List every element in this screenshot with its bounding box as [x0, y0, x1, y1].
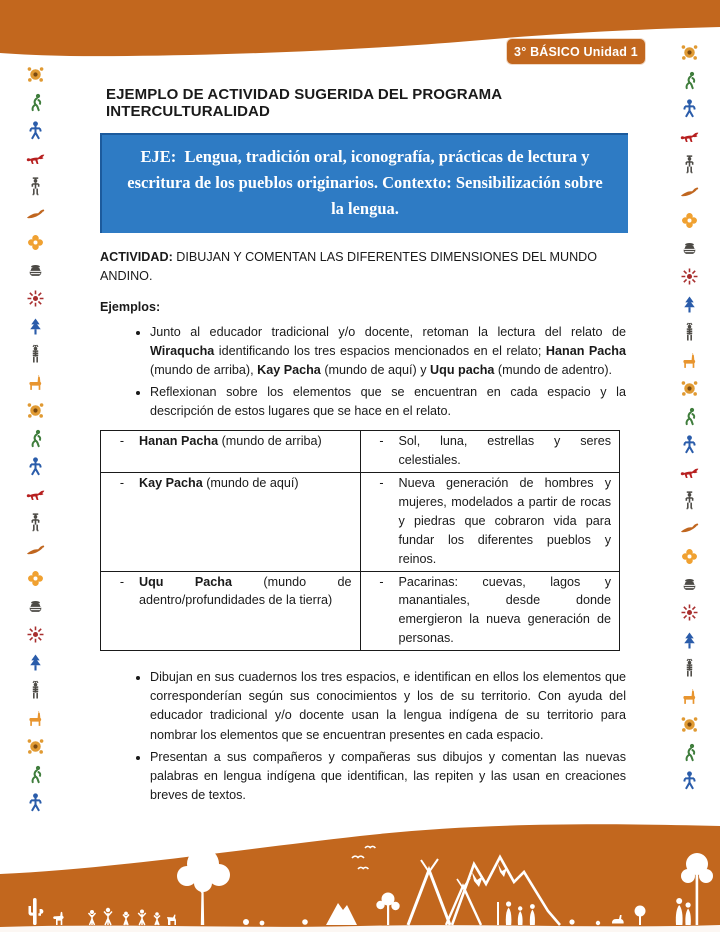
table-cell-world: [101, 571, 361, 651]
world-name: Kay Pacha: [139, 476, 203, 491]
flower-icon: [679, 546, 700, 567]
figure-icon: [25, 120, 46, 141]
flower-icon: [25, 232, 46, 253]
bullet-text: (mundo de aquí) y: [320, 362, 431, 377]
dash-marker: -: [379, 574, 384, 589]
flower-icon: [679, 210, 700, 231]
star-icon: [679, 266, 700, 287]
left-icon-border: [17, 64, 53, 813]
llama-icon: [679, 350, 700, 371]
dash-marker: -: [119, 476, 125, 491]
bullet-item: [150, 748, 628, 805]
bullet-text: Presentan a sus compañeros y compañeras sus dibujos y comentan las nuevas palabras en lengua indígena que identifican, las repiten y las usan en creaciones breves de textos.: [150, 749, 626, 802]
llama-icon: [25, 372, 46, 393]
world-desc: (mundo de adentro/profundidades de la tierra): [139, 574, 352, 608]
dancer-icon: [25, 764, 46, 785]
tree-icon: [25, 652, 46, 673]
dancer-icon: [679, 742, 700, 763]
bullet-item: [150, 323, 628, 380]
fox-icon: [679, 462, 700, 483]
table-cell-elements: [360, 431, 620, 473]
examples-bullet-list-top: [100, 323, 628, 422]
bullet-text-bold: Uqu pacha: [430, 362, 495, 377]
bullet-text: (mundo de arriba),: [150, 362, 258, 377]
vessel-icon: [679, 238, 700, 259]
elements-text: Nueva generación de hombres y mujeres, modelados a partir de rocas y piedras que cobraron vida para fundar los diferentes pueblos y reinos.: [398, 476, 611, 566]
unit-badge-label: 3° BÁSICO Unidad 1: [514, 44, 638, 59]
chief-icon: [25, 680, 46, 701]
star-icon: [679, 602, 700, 623]
examples-label: Ejemplos:: [100, 300, 161, 315]
figure-icon: [679, 770, 700, 791]
vessel-icon: [25, 260, 46, 281]
bullet-text: identificando los tres espacios mencionados en el relato;: [214, 343, 546, 358]
person-icon: [679, 154, 700, 175]
unit-badge: [506, 38, 646, 65]
bullet-text: Junto al educador tradicional y/o docente, retoman la lectura del relato de: [150, 324, 626, 339]
elements-text: Sol, luna, estrellas y seres celestiales.: [398, 434, 611, 468]
bottom-landscape-illustration: [0, 812, 720, 932]
tree-icon: [679, 630, 700, 651]
condor-icon: [679, 518, 700, 539]
figure-icon: [679, 98, 700, 119]
fox-icon: [25, 484, 46, 505]
activity-line: [100, 248, 628, 286]
vessel-icon: [25, 596, 46, 617]
page-title: EJEMPLO DE ACTIVIDAD SUGERIDA DEL PROGRAMA INTERCULTURALIDAD: [106, 86, 502, 120]
dash-marker: -: [119, 434, 125, 449]
fox-icon: [679, 126, 700, 147]
bullet-item: [150, 668, 628, 745]
vessel-icon: [679, 574, 700, 595]
fox-icon: [25, 148, 46, 169]
sun-motif-icon: [679, 378, 700, 399]
table-cell-elements: [360, 473, 620, 571]
bullet-text: Reflexionan sobre los elementos que se encuentran en cada espacio y la descripción de estos lugares que se hace en el relato.: [150, 385, 626, 419]
bullet-text-bold: Kay Pacha: [257, 362, 321, 377]
dancer-icon: [25, 428, 46, 449]
llama-icon: [25, 708, 46, 729]
bullet-item: [150, 383, 628, 421]
world-name: Hanan Pacha: [139, 434, 219, 449]
activity-label: ACTIVIDAD:: [100, 250, 173, 265]
table-row: [101, 431, 620, 473]
table-row: [101, 473, 620, 571]
dancer-icon: [679, 70, 700, 91]
figure-icon: [25, 792, 46, 813]
table-row: [101, 571, 620, 651]
elements-text: Pacarinas: cuevas, lagos y manantiales, desde donde emergieron la nueva generación de personas.: [398, 574, 611, 646]
tree-icon: [679, 294, 700, 315]
document-content: [100, 86, 628, 811]
bullet-text: (mundo de adentro).: [494, 362, 613, 377]
star-icon: [25, 288, 46, 309]
llama-icon: [679, 686, 700, 707]
pacha-worlds-table: [100, 430, 620, 651]
bullet-text-bold: Hanan Pacha: [545, 343, 627, 358]
table-cell-world: [101, 431, 361, 473]
sun-motif-icon: [25, 400, 46, 421]
condor-icon: [679, 182, 700, 203]
person-icon: [25, 176, 46, 197]
person-icon: [25, 512, 46, 533]
eje-banner-text: EJE: Lengua, tradición oral, iconografía, prácticas de lectura y escritura de los pueblos originarios. Contexto: Sensibilización sobre la lengua.: [127, 147, 603, 219]
dash-marker: -: [119, 574, 125, 589]
sun-motif-icon: [679, 714, 700, 735]
world-desc: (mundo de arriba): [218, 434, 322, 449]
examples-bullet-list-bottom: [100, 668, 628, 805]
condor-icon: [25, 204, 46, 225]
eje-banner: [100, 133, 628, 233]
bullet-text-bold: Wiraqucha: [150, 343, 215, 358]
world-desc: (mundo de aquí): [202, 476, 299, 491]
figure-icon: [679, 434, 700, 455]
figure-icon: [25, 456, 46, 477]
tree-icon: [25, 316, 46, 337]
sun-motif-icon: [25, 64, 46, 85]
person-icon: [679, 490, 700, 511]
dash-marker: -: [379, 476, 384, 491]
condor-icon: [25, 540, 46, 561]
activity-text: DIBUJAN Y COMENTAN LAS DIFERENTES DIMENSIONES DEL MUNDO ANDINO.: [100, 250, 598, 284]
sun-motif-icon: [25, 736, 46, 757]
world-name: Uqu Pacha: [139, 574, 232, 589]
dancer-icon: [25, 92, 46, 113]
dancer-icon: [679, 406, 700, 427]
chief-icon: [25, 344, 46, 365]
right-icon-border: [671, 42, 707, 791]
bullet-text: Dibujan en sus cuadernos los tres espacios, e identifican en ellos los elementos que corresponderían según sus conocimientos y los de su territorio. Con ayuda del educador tradicional y/o docente usan la lengua indígena de su territorio para nombrar los elementos que se encuentran presentes en cada espacio.: [150, 670, 626, 742]
chief-icon: [679, 322, 700, 343]
star-icon: [25, 624, 46, 645]
table-cell-world: [101, 473, 361, 571]
dash-marker: -: [379, 434, 384, 449]
sun-motif-icon: [679, 42, 700, 63]
table-cell-elements: [360, 571, 620, 651]
flower-icon: [25, 568, 46, 589]
chief-icon: [679, 658, 700, 679]
